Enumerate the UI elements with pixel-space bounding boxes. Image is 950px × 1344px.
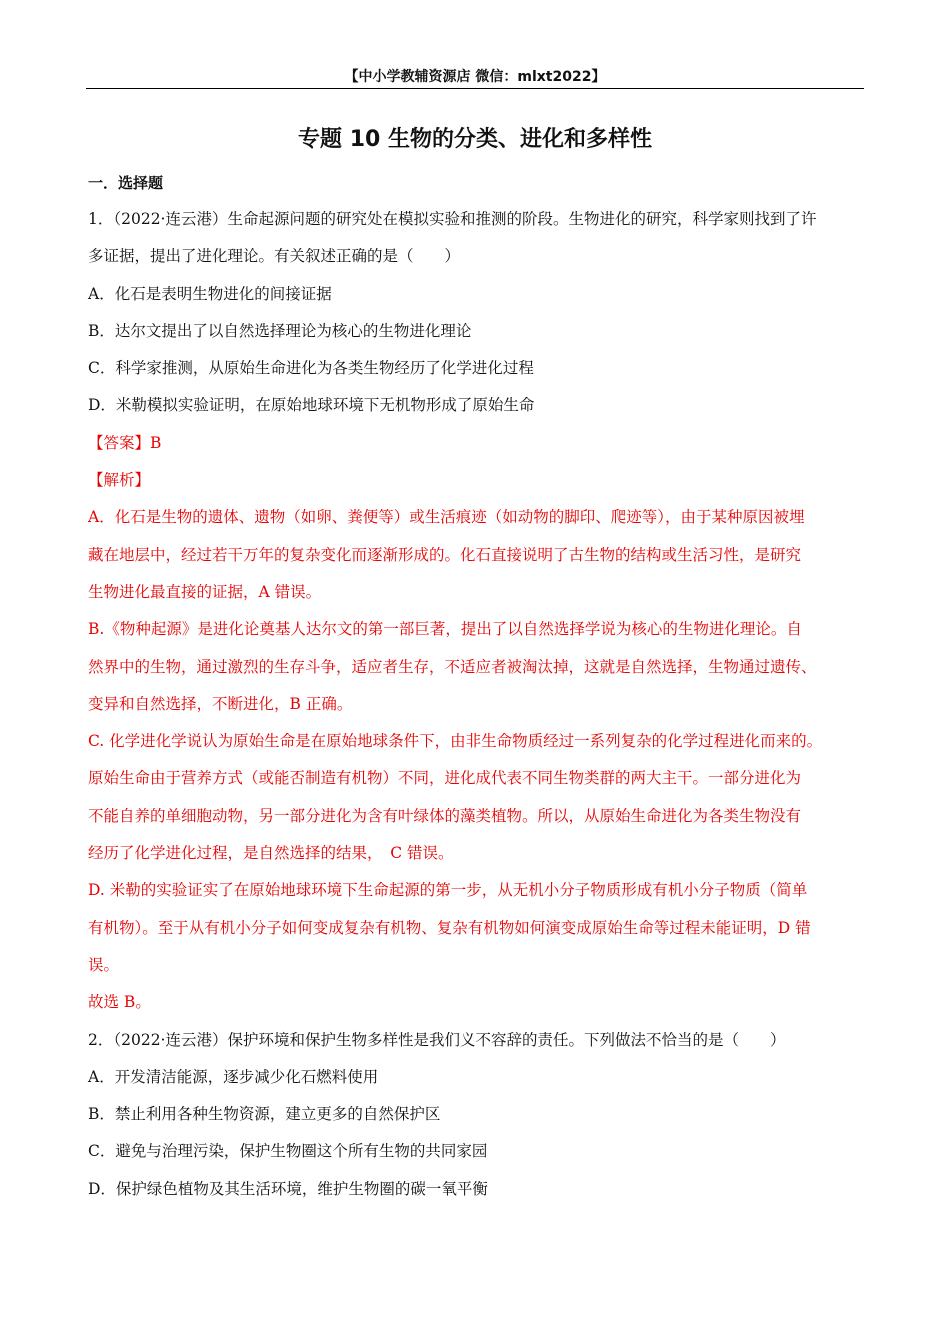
q2-stem: 2．（2022·连云港）保护环境和保护生物多样性是我们义不容辞的责任。下列做法不恰当的是（ ）: [88, 1030, 786, 1049]
analysis-line: 不能自养的单细胞动物，另一部分进化为含有叶绿体的藻类植物。所以，从原始生命进化为各类生物没有: [88, 806, 802, 825]
analysis-line: 经历了化学进化过程，是自然选择的结果， C 错误。: [88, 844, 454, 863]
answer-value: B: [150, 433, 162, 452]
analysis-label: 【解析】: [88, 471, 151, 490]
q2-option-d: D．保护绿色植物及其生活环境，维护生物圈的碳一氧平衡: [88, 1179, 488, 1198]
header-rule: [86, 88, 864, 89]
analysis-line: 生物进化最直接的证据，A 错误。: [88, 582, 322, 601]
q1-stem-line-2: 多证据，提出了进化理论。有关叙述正确的是（ ）: [88, 247, 461, 266]
analysis-line: B.《物种起源》是进化论奠基人达尔文的第一部巨著，提出了以自然选择学说为核心的生物进化理论。自: [88, 620, 802, 639]
analysis-line: 变异和自然选择，不断进化，B 正确。: [88, 694, 353, 713]
q1-option-c: C．科学家推测，从原始生命进化为各类生物经历了化学进化过程: [88, 359, 534, 378]
q1-answer: [88, 425, 868, 462]
analysis-line: 有机物）。至于从有机小分子如何变成复杂有机物、复杂有机物如何演变成原始生命等过程未能证明，D 错: [88, 918, 811, 937]
q1-option-a: A．化石是表明生物进化的间接证据: [88, 284, 332, 303]
analysis-line: 误。: [88, 955, 120, 974]
q1-option-d: D．米勒模拟实验证明，在原始地球环境下无机物形成了原始生命: [88, 396, 535, 415]
answer-label: 【答案】: [88, 433, 151, 452]
analysis-line: A．化石是生物的遗体、遗物（如卵、粪便等）或生活痕迹（如动物的脚印、爬迹等），由于某种原因被埋: [88, 508, 805, 527]
page-title: 专题 10 生物的分类、进化和多样性: [298, 127, 652, 152]
analysis-line: 藏在地层中，经过若干万年的复杂变化而逐渐形成的。化石直接说明了古生物的结构或生活习性，是研究: [88, 545, 802, 564]
analysis-line: C. 化学进化学说认为原始生命是在原始地球条件下，由非生命物质经过一系列复杂的化学过程进化而来的。: [88, 732, 823, 751]
analysis-line: 然界中的生物，通过激烈的生存斗争，适应者生存，不适应者被淘汰掉，这就是自然选择，生物通过遗传、: [88, 657, 817, 676]
content: [88, 201, 868, 1208]
analysis-line: 原始生命由于营养方式（或能否制造有机物）不同，进化成代表不同生物类群的两大主干。一部分进化为: [88, 769, 802, 788]
q2-option-b: B．禁止利用各种生物资源，建立更多的自然保护区: [88, 1105, 441, 1124]
q2-option-a: A．开发清洁能源，逐步减少化石燃料使用: [88, 1067, 379, 1086]
analysis-conclusion: 故选 B。: [88, 993, 151, 1012]
q2-option-c: C．避免与治理污染，保护生物圈这个所有生物的共同家园: [88, 1142, 488, 1161]
q1-option-b: B．达尔文提出了以自然选择理论为核心的生物进化理论: [88, 321, 472, 340]
q1-stem-line-1: 1．（2022·连云港）生命起源问题的研究处在模拟实验和推测的阶段。生物进化的研究，科学家则找到了许: [88, 210, 817, 228]
page-header: 【中小学教辅资源店 微信：mlxt2022】: [344, 69, 606, 85]
analysis-line: D. 米勒的实验证实了在原始地球环境下生命起源的第一步，从无机小分子物质形成有机小分子物质（简单: [88, 881, 808, 900]
section-heading: 一．选择题: [88, 174, 164, 192]
